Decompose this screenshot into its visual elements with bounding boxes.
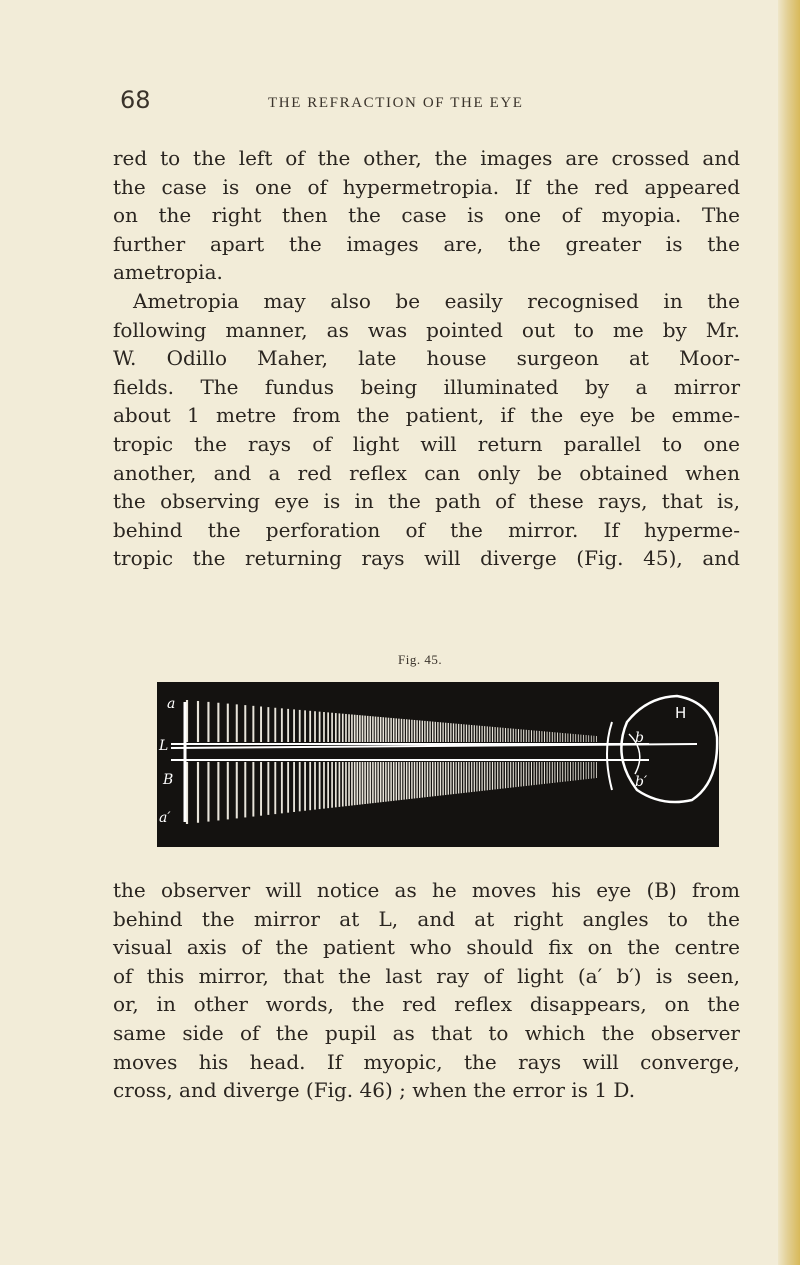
- label-b-prime: b′: [635, 774, 648, 790]
- label-b-upper: b: [635, 730, 644, 746]
- text-line: following manner, as was pointed out to me by Mr.: [113, 317, 740, 342]
- label-l: L: [159, 738, 169, 754]
- text-line: further apart the images are, the greater is the: [113, 231, 740, 256]
- text-line: fields. The fundus being illuminated by a mirror: [113, 374, 740, 399]
- text-line: the case is one of hypermetropia. If the red appeared: [113, 174, 740, 199]
- page-edge: [778, 0, 800, 1265]
- text-line: Ametropia may also be easily recognised in the: [133, 288, 740, 313]
- text-line: cross, and diverge (Fig. 46) ; when the error is 1 D.: [113, 1078, 636, 1103]
- text-line: behind the mirror at L, and at right angles to the: [113, 906, 740, 931]
- figure-illustration: [157, 682, 719, 847]
- text-line: another, and a red reflex can only be obtained when: [113, 460, 740, 485]
- text-line: W. Odillo Maher, late house surgeon at Moor-: [113, 346, 740, 371]
- body-text-bottom: [113, 876, 740, 1105]
- figure-45: [157, 682, 719, 847]
- text-line: tropic the returning rays will diverge (Fig. 45), and: [113, 546, 740, 571]
- text-line: of this mirror, that the last ray of light (a′ b′) is seen,: [113, 963, 740, 988]
- text-line: moves his head. If myopic, the rays will converge,: [113, 1049, 740, 1074]
- label-h: H: [675, 704, 687, 722]
- running-header: THE REFRACTION OF THE EYE: [268, 95, 524, 111]
- text-line: on the right then the case is one of myopia. The: [113, 203, 740, 228]
- text-line: or, in other words, the red reflex disappears, on the: [113, 992, 740, 1017]
- body-text-top: [113, 144, 740, 573]
- text-line: visual axis of the patient who should fix on the centre: [113, 935, 740, 960]
- text-line: the observer will notice as he moves his eye (B) from: [113, 878, 740, 902]
- text-line: ametropia.: [113, 260, 223, 285]
- text-line: behind the perforation of the mirror. If hyperme-: [113, 517, 740, 542]
- label-a: a: [167, 696, 176, 712]
- figure-caption: Fig. 45.: [398, 652, 443, 667]
- text-line: red to the left of the other, the images are crossed and: [113, 146, 740, 170]
- text-line: about 1 metre from the patient, if the eye be emme-: [113, 403, 740, 428]
- label-a-prime: a′: [159, 810, 171, 826]
- page-number: 68: [120, 86, 151, 114]
- text-line: same side of the pupil as that to which the observer: [113, 1020, 740, 1045]
- text-line: tropic the rays of light will return parallel to one: [113, 431, 740, 456]
- text-line: the observing eye is in the path of these rays, that is,: [113, 489, 740, 514]
- label-b: B: [163, 772, 174, 788]
